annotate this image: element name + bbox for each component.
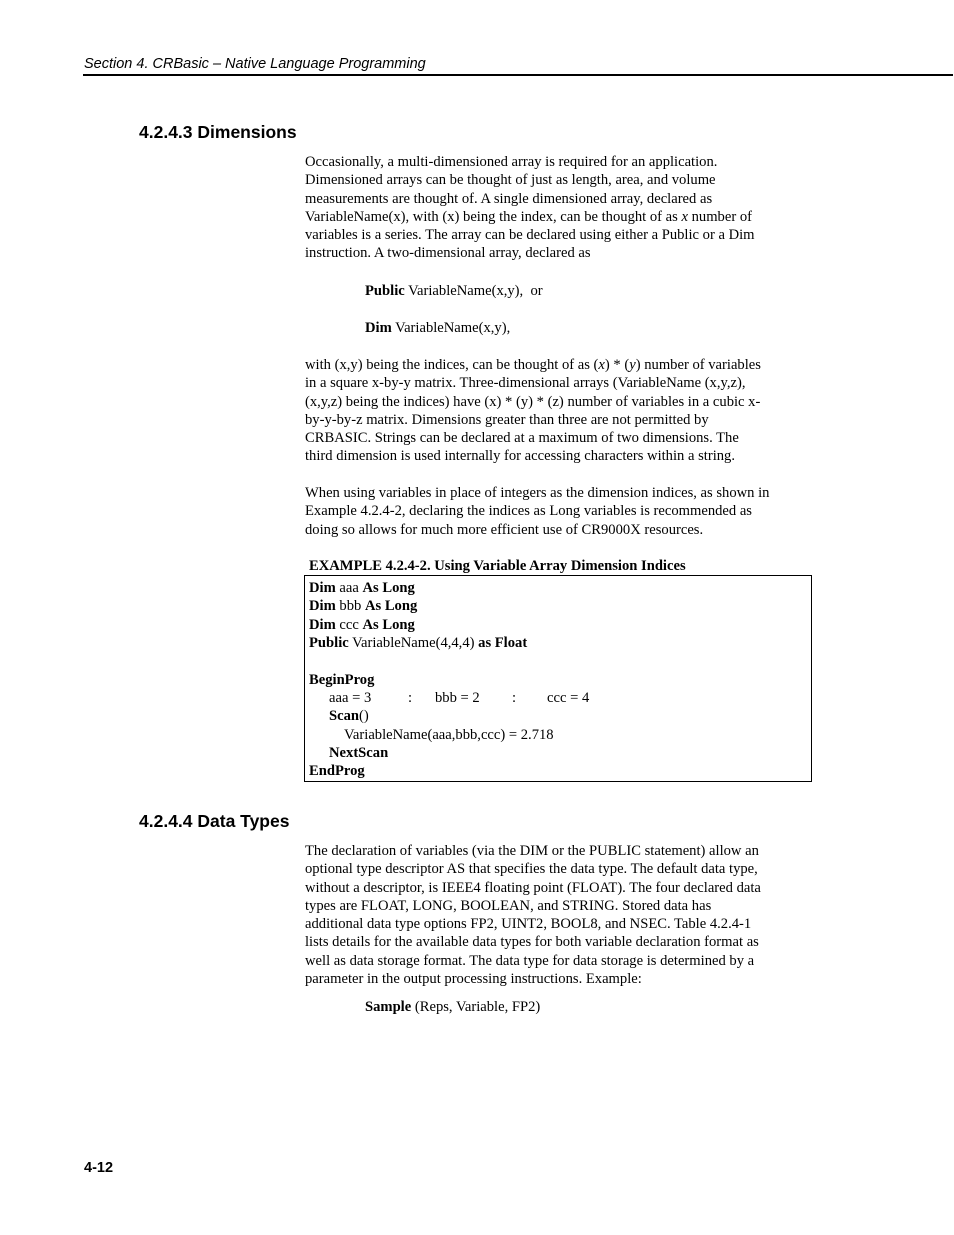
text-line: in a square x-by-y matrix. Three-dimensional arrays (VariableName (x,y,z), — [305, 375, 746, 392]
text-span: VariableName(x), with (x) being the index, can be thought of as — [305, 208, 682, 225]
code-keyword: EndProg — [309, 763, 365, 779]
text-line: parameter in the output processing instructions. Example: — [305, 971, 642, 988]
statement-text: (Reps, Variable, FP2) — [411, 999, 541, 1015]
section-heading-dimensions: 4.2.4.3 Dimensions — [139, 122, 297, 142]
keyword: Public — [365, 283, 405, 299]
code-text: ccc — [335, 617, 363, 633]
text-span: number of — [687, 208, 753, 225]
text-line: third dimension is used internally for accessing characters within a string. — [305, 448, 735, 465]
text-line: optional type descriptor AS that specifies the data type. The default data type, — [305, 861, 758, 878]
text-line: Example 4.2.4-2, declaring the indices as Long variables is recommended as — [305, 503, 752, 520]
code-text: bbb — [335, 598, 365, 614]
code-line — [309, 671, 374, 689]
code-keyword: As Long — [364, 598, 418, 614]
text-span: ) * ( — [604, 357, 630, 373]
code-example-box — [304, 575, 812, 782]
sample-statement — [365, 998, 540, 1016]
keyword: Sample — [365, 999, 412, 1015]
public-statement — [365, 282, 543, 300]
text-line: well as data storage format. The data type for data storage is determined by a — [305, 952, 755, 969]
text-line: Dimensioned arrays can be thought of just as length, area, and volume — [305, 172, 716, 189]
code-line — [329, 707, 369, 725]
text-span: with (x,y) being the indices, can be thought of as ( — [305, 357, 599, 373]
code-keyword: Scan — [329, 708, 360, 724]
italic-var: x — [681, 208, 688, 225]
code-keyword: BeginProg — [309, 672, 375, 688]
code-keyword: As Long — [362, 617, 415, 633]
code-line: aaa = 3 — [329, 690, 372, 706]
code-separator: : — [512, 690, 517, 706]
page-number: 4-12 — [84, 1160, 114, 1176]
text-span: ) number of variables — [635, 357, 761, 373]
dim-statement — [365, 319, 510, 337]
example-caption: EXAMPLE 4.2.4-2. Using Variable Array Dimension Indices — [309, 558, 686, 574]
code-line — [309, 634, 527, 652]
code-line — [309, 616, 415, 634]
code-line — [309, 597, 417, 615]
text-line: The declaration of variables (via the DIM or the PUBLIC statement) allow an — [305, 843, 759, 859]
text-line: CRBASIC. Strings can be declared at a maximum of two dimensions. The — [305, 430, 739, 447]
dimensions-paragraph-1 — [305, 153, 810, 263]
text-line: lists details for the available data types for both variable declaration format as — [305, 934, 759, 951]
code-keyword: as Float — [478, 635, 528, 651]
text-line: When using variables in place of integers as the dimension indices, as shown in — [305, 485, 770, 501]
text-line: Occasionally, a multi-dimensioned array is required for an application. — [305, 154, 718, 170]
data-types-paragraph — [305, 842, 810, 988]
text-line: doing so allows for much more efficient use of CR9000X resources. — [305, 521, 704, 538]
code-keyword: NextScan — [329, 745, 389, 761]
code-line: VariableName(aaa,bbb,ccc) = 2.718 — [344, 727, 554, 743]
code-line — [309, 579, 415, 597]
code-line: bbb = 2 — [435, 690, 480, 706]
code-text: () — [359, 708, 369, 724]
statement-text: VariableName(x,y), — [391, 320, 511, 336]
text-line: variables is a series. The array can be declared using either a Public or a Dim — [305, 227, 755, 244]
dimensions-paragraph-2 — [305, 356, 810, 466]
text-line — [305, 356, 810, 374]
code-text: aaa — [335, 580, 363, 596]
code-text: VariableName(4,4,4) — [348, 635, 479, 651]
code-line — [309, 762, 365, 780]
running-header: Section 4. CRBasic – Native Language Programming — [84, 56, 426, 72]
italic-var: y — [629, 357, 636, 373]
code-line — [329, 744, 388, 762]
code-line: ccc = 4 — [547, 690, 590, 706]
text-line: additional data type options FP2, UINT2, BOOL8, and NSEC. Table 4.2.4-1 — [305, 916, 752, 933]
text-line: (x,y,z) being the indices) have (x) * (y) * (z) number of variables in a cubic x- — [305, 393, 761, 410]
text-line: instruction. A two-dimensional array, declared as — [305, 245, 591, 262]
keyword: Dim — [365, 320, 392, 336]
italic-var: x — [598, 357, 605, 373]
code-keyword: As Long — [362, 580, 415, 596]
code-separator: : — [408, 690, 413, 706]
dimensions-paragraph-3 — [305, 484, 810, 539]
header-rule — [83, 74, 953, 76]
code-keyword: Public — [309, 635, 349, 651]
text-line — [305, 208, 810, 226]
text-line: types are FLOAT, LONG, BOOLEAN, and STRING. Stored data has — [305, 897, 712, 914]
code-keyword: Dim — [309, 617, 336, 633]
text-line: by-y-by-z matrix. Dimensions greater than three are not permitted by — [305, 411, 709, 428]
code-keyword: Dim — [309, 580, 336, 596]
text-line: without a descriptor, is IEEE4 floating point (FLOAT). The four declared data — [305, 879, 761, 896]
section-heading-data-types: 4.2.4.4 Data Types — [139, 811, 290, 831]
statement-text: VariableName(x,y), or — [404, 283, 543, 299]
code-keyword: Dim — [309, 598, 336, 614]
text-line: measurements are thought of. A single dimensioned array, declared as — [305, 190, 713, 207]
